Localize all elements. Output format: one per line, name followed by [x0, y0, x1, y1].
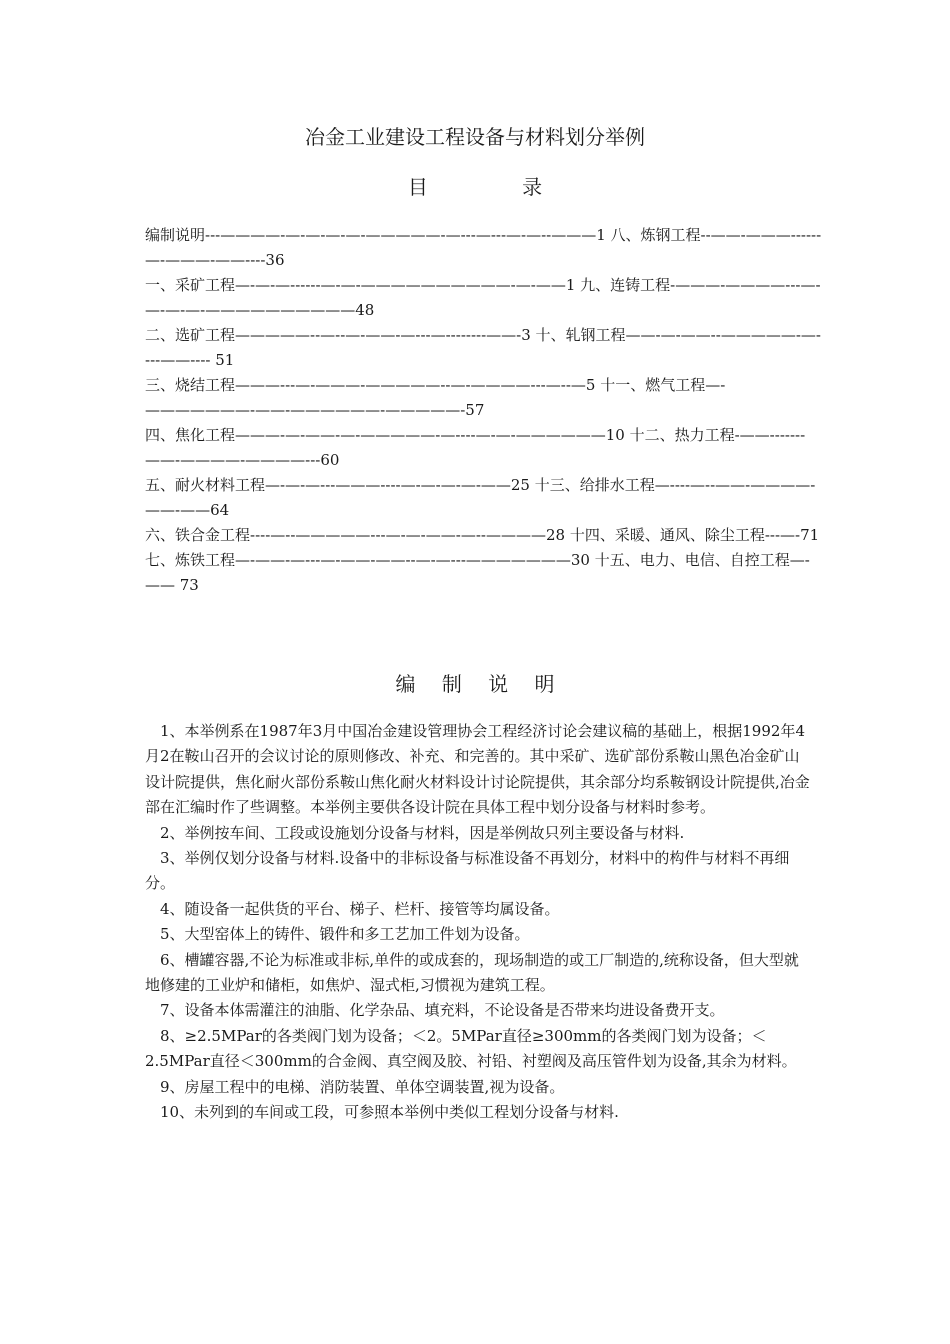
paragraph: 7、设备本体需灌注的油脂、化学杂品、填充料，不论设备是否带来均进设备费开支。: [160, 1001, 725, 1020]
toc-heading: [0, 173, 950, 201]
paragraph: 5、大型窑体上的铸件、锻件和多工艺加工件划为设备。: [160, 925, 530, 944]
table-of-contents: [145, 223, 825, 598]
toc-entry[interactable]: 六、铁合金工程----—--—————---—-—-——-—--————28 十四、采暖、通风、除尘工程---—-71: [145, 526, 820, 544]
toc-heading-char: 目: [407, 175, 428, 199]
compilation-notes: [145, 719, 813, 1126]
paragraph: 4、随设备一起供货的平台、梯子、栏杆、接管等均属设备。: [160, 899, 560, 918]
toc-entry[interactable]: 一、采矿工程—-—-—------—-—-——————————-—-——1 九、连铸工程-———-————---—-—-—-—-——————————48: [145, 276, 821, 319]
paragraph: 6、槽罐容器,不论为标准或非标,单件的或成套的，现场制造的或工厂制造的,统称设备，但大型就地修建的工业炉和储柜，如焦炉、湿式柜,习惯视为建筑工程。: [145, 950, 799, 995]
paragraph: 3、举例仅划分设备与材料.设备中的非标设备与标准设备不再划分，材料中的构件与材料不再细分。: [145, 849, 790, 893]
paragraph: 10、未列到的车间或工段，可参照本举例中类似工程划分设备与材料.: [160, 1103, 619, 1122]
toc-entry[interactable]: 三、烧结工程———---—-———-—————--—-————---—--—5 十一、燃气工程—-———————-——-——————-—————-57: [145, 376, 726, 419]
toc-entry[interactable]: 编制说明---————-—-—-—-—-—————-—---—---—-—--———1 八、炼钢工程--——-———------—-———-——----36: [145, 226, 822, 269]
section-heading-char: 明: [534, 672, 555, 696]
toc-entry[interactable]: 七、炼铁工程—-——-—---—-——-——--—-—---———————30 十五、电力、电信、自控工程—-—— 73: [145, 551, 810, 594]
toc-heading-char: 录: [522, 175, 543, 199]
section-heading-char: 说: [488, 672, 509, 696]
paragraph: 9、房屋工程中的电梯、消防装置、单体空调装置,视为设备。: [160, 1077, 565, 1096]
document-title: 冶金工业建设工程设备与材料划分举例: [305, 125, 645, 149]
section-heading: [0, 670, 950, 698]
paragraph: 8、≥2.5MPar的各类阀门划为设备；＜2。5MPar直径≥300mm的各类阀门划为设备；＜2.5MPar直径＜300mm的合金阀、真空阀及胶、衬铅、衬塑阀及高压管件划为设备,其余为材料。: [145, 1026, 797, 1071]
paragraph: 1、本举例系在1987年3月中国冶金建设管理协会工程经济讨论会建议稿的基础上，根据1992年4月2在鞍山召开的会议讨论的原则修改、补充、和完善的。其中采矿、选矿部份系鞍山黑色冶金矿山设计院提供，焦化耐火部份系鞍山焦化耐火材料设计讨论院提供，其余部分均系鞍钢设计院提供,冶金部在汇编时作了些调整。本举例主要供各设计院在具体工程中划分设备与材料时参考。: [145, 722, 810, 817]
section-heading-char: 编: [395, 672, 416, 696]
toc-entry[interactable]: 二、选矿工程—————--—--—-——-—---—--------——-3 十、轧钢工程——-—-——--—————-—----——---- 51: [145, 326, 821, 369]
toc-entry[interactable]: 四、焦化工程———-—-——-—-—————-—----—-—-——————10 十二、热力工程-——-------——-————-————---60: [145, 426, 806, 469]
section-heading-char: 制: [441, 672, 462, 696]
paragraph: 2、举例按车间、工段或设施划分设备与材料，因是举例故只列主要设备与材料.: [160, 823, 685, 842]
toc-entry[interactable]: 五、耐火材料工程—-—-—---———----—-—-—-—-——25 十三、给排水工程—----—--——-————-——-——64: [145, 476, 816, 519]
